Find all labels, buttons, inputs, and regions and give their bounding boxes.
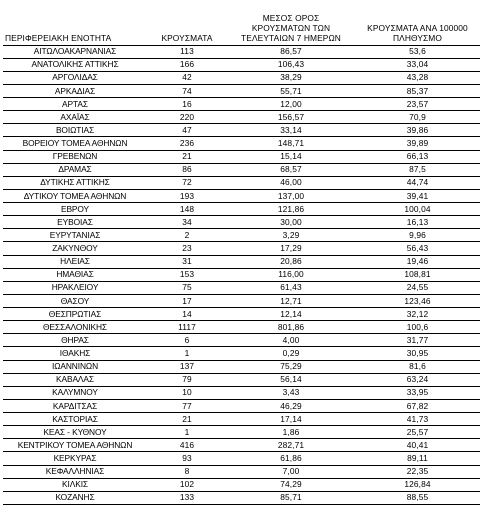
table-row <box>3 71 480 84</box>
cell-cases: 1117 <box>147 321 227 334</box>
cell-per100k: 39,86 <box>355 124 480 137</box>
cell-cases: 34 <box>147 216 227 229</box>
table-row <box>3 150 480 163</box>
cell-avg7: 46,00 <box>227 176 355 189</box>
cell-region: ΘΗΡΑΣ <box>3 334 147 347</box>
table-row <box>3 216 480 229</box>
cell-region: ΑΝΑΤΟΛΙΚΗΣ ΑΤΤΙΚΗΣ <box>3 58 147 71</box>
cell-region: ΖΑΚΥΝΘΟΥ <box>3 242 147 255</box>
table-row <box>3 347 480 360</box>
cell-region: ΙΘΑΚΗΣ <box>3 347 147 360</box>
cell-avg7: 12,00 <box>227 98 355 111</box>
cell-cases: 193 <box>147 189 227 202</box>
cell-region: ΗΡΑΚΛΕΙΟΥ <box>3 281 147 294</box>
cell-avg7: 17,14 <box>227 413 355 426</box>
cell-cases: 8 <box>147 465 227 478</box>
cell-avg7: 61,43 <box>227 281 355 294</box>
table-row <box>3 478 480 491</box>
table-row <box>3 426 480 439</box>
cell-region: ΑΙΤΩΛΟΑΚΑΡΝΑΝΙΑΣ <box>3 45 147 58</box>
table-row <box>3 124 480 137</box>
table-row <box>3 281 480 294</box>
cell-avg7: 38,29 <box>227 71 355 84</box>
header-per100k-line2: ΠΛΗΘΥΣΜΟ <box>393 33 442 44</box>
table-row <box>3 321 480 334</box>
cell-region: ΔΡΑΜΑΣ <box>3 163 147 176</box>
table-row <box>3 111 480 124</box>
table-row <box>3 294 480 307</box>
header-per100k-line1: ΚΡΟΥΣΜΑΤΑ ΑΝΑ 100000 <box>367 23 468 34</box>
table-body <box>3 45 480 504</box>
cell-per100k: 43,28 <box>355 71 480 84</box>
header-avg7-line2: ΚΡΟΥΣΜΑΤΩΝ ΤΩΝ <box>251 23 331 34</box>
cell-avg7: 282,71 <box>227 439 355 452</box>
cell-region: ΘΑΣΟΥ <box>3 294 147 307</box>
table-row <box>3 242 480 255</box>
cell-region: ΒΟΡΕΙΟΥ ΤΟΜΕΑ ΑΘΗΝΩΝ <box>3 137 147 150</box>
table-row <box>3 84 480 97</box>
cell-region: ΗΛΕΙΑΣ <box>3 255 147 268</box>
table-row <box>3 189 480 202</box>
cell-avg7: 46,29 <box>227 399 355 412</box>
cell-region: ΕΒΡΟΥ <box>3 203 147 216</box>
cell-region: ΓΡΕΒΕΝΩΝ <box>3 150 147 163</box>
cell-per100k: 108,81 <box>355 268 480 281</box>
header-cases <box>147 13 227 45</box>
cell-per100k: 41,73 <box>355 413 480 426</box>
cell-per100k: 123,46 <box>355 294 480 307</box>
cell-per100k: 56,43 <box>355 242 480 255</box>
cell-per100k: 40,41 <box>355 439 480 452</box>
cell-avg7: 15,14 <box>227 150 355 163</box>
cell-per100k: 9,96 <box>355 229 480 242</box>
table-row <box>3 255 480 268</box>
cell-avg7: 106,43 <box>227 58 355 71</box>
cell-cases: 1 <box>147 426 227 439</box>
cell-per100k: 39,89 <box>355 137 480 150</box>
table-row <box>3 439 480 452</box>
table-row <box>3 268 480 281</box>
cell-avg7: 86,57 <box>227 45 355 58</box>
cell-avg7: 1,86 <box>227 426 355 439</box>
cell-avg7: 17,29 <box>227 242 355 255</box>
cell-avg7: 156,57 <box>227 111 355 124</box>
cell-region: ΔΥΤΙΚΟΥ ΤΟΜΕΑ ΑΘΗΝΩΝ <box>3 189 147 202</box>
cell-cases: 21 <box>147 413 227 426</box>
cell-avg7: 20,86 <box>227 255 355 268</box>
cell-region: ΚΟΖΑΝΗΣ <box>3 491 147 504</box>
table-row <box>3 45 480 58</box>
header-per100k <box>355 13 480 45</box>
cell-cases: 31 <box>147 255 227 268</box>
cell-cases: 47 <box>147 124 227 137</box>
cases-table <box>3 13 480 505</box>
cell-avg7: 12,14 <box>227 308 355 321</box>
cell-avg7: 137,00 <box>227 189 355 202</box>
cell-cases: 72 <box>147 176 227 189</box>
cell-cases: 75 <box>147 281 227 294</box>
header-region-label: ΠΕΡΙΦΕΡΕΙΑΚΗ ΕΝΟΤΗΤΑ <box>5 33 112 44</box>
cell-per100k: 126,84 <box>355 478 480 491</box>
cell-region: ΚΑΣΤΟΡΙΑΣ <box>3 413 147 426</box>
header-avg7 <box>227 13 355 45</box>
cell-per100k: 39,41 <box>355 189 480 202</box>
cell-cases: 148 <box>147 203 227 216</box>
cell-cases: 14 <box>147 308 227 321</box>
table-row <box>3 308 480 321</box>
cell-region: ΑΡΓΟΛΙΔΑΣ <box>3 71 147 84</box>
cell-per100k: 16,13 <box>355 216 480 229</box>
cell-avg7: 121,86 <box>227 203 355 216</box>
table-row <box>3 334 480 347</box>
cell-cases: 16 <box>147 98 227 111</box>
cell-per100k: 85,37 <box>355 84 480 97</box>
cell-region: ΑΡΚΑΔΙΑΣ <box>3 84 147 97</box>
cell-per100k: 81,6 <box>355 360 480 373</box>
cell-avg7: 148,71 <box>227 137 355 150</box>
cell-per100k: 19,46 <box>355 255 480 268</box>
cell-per100k: 66,13 <box>355 150 480 163</box>
cell-cases: 79 <box>147 373 227 386</box>
cell-cases: 2 <box>147 229 227 242</box>
cell-cases: 10 <box>147 386 227 399</box>
table-row <box>3 452 480 465</box>
table-row <box>3 386 480 399</box>
cell-avg7: 75,29 <box>227 360 355 373</box>
cell-avg7: 7,00 <box>227 465 355 478</box>
cell-avg7: 4,00 <box>227 334 355 347</box>
table-row <box>3 360 480 373</box>
cell-cases: 1 <box>147 347 227 360</box>
table-row <box>3 491 480 504</box>
cell-region: ΔΥΤΙΚΗΣ ΑΤΤΙΚΗΣ <box>3 176 147 189</box>
cell-cases: 6 <box>147 334 227 347</box>
cell-avg7: 74,29 <box>227 478 355 491</box>
cell-per100k: 53,6 <box>355 45 480 58</box>
cell-region: ΗΜΑΘΙΑΣ <box>3 268 147 281</box>
cell-region: ΒΟΙΩΤΙΑΣ <box>3 124 147 137</box>
header-row <box>3 13 480 45</box>
cell-cases: 93 <box>147 452 227 465</box>
cell-cases: 86 <box>147 163 227 176</box>
cell-per100k: 63,24 <box>355 373 480 386</box>
cell-region: ΕΥΡΥΤΑΝΙΑΣ <box>3 229 147 242</box>
cell-region: ΕΥΒΟΙΑΣ <box>3 216 147 229</box>
cell-cases: 17 <box>147 294 227 307</box>
cell-per100k: 30,95 <box>355 347 480 360</box>
table-header <box>3 13 480 45</box>
table-row <box>3 58 480 71</box>
cell-per100k: 70,9 <box>355 111 480 124</box>
table-row <box>3 137 480 150</box>
table-row <box>3 163 480 176</box>
table-row <box>3 203 480 216</box>
header-region <box>3 13 147 45</box>
cell-per100k: 88,55 <box>355 491 480 504</box>
cell-cases: 77 <box>147 399 227 412</box>
cell-avg7: 85,71 <box>227 491 355 504</box>
cell-avg7: 61,86 <box>227 452 355 465</box>
cell-cases: 416 <box>147 439 227 452</box>
cell-avg7: 3,29 <box>227 229 355 242</box>
cell-region: ΘΕΣΣΑΛΟΝΙΚΗΣ <box>3 321 147 334</box>
cell-per100k: 32,12 <box>355 308 480 321</box>
cell-per100k: 33,04 <box>355 58 480 71</box>
cell-per100k: 89,11 <box>355 452 480 465</box>
cell-avg7: 3,43 <box>227 386 355 399</box>
cell-cases: 133 <box>147 491 227 504</box>
cell-cases: 21 <box>147 150 227 163</box>
header-avg7-line1: ΜΕΣΟΣ ΟΡΟΣ <box>262 13 320 23</box>
cell-region: ΚΕΑΣ - ΚΥΘΝΟΥ <box>3 426 147 439</box>
cell-per100k: 87,5 <box>355 163 480 176</box>
cell-region: ΑΧΑΪΑΣ <box>3 111 147 124</box>
table-row <box>3 373 480 386</box>
cell-per100k: 25,57 <box>355 426 480 439</box>
cell-cases: 153 <box>147 268 227 281</box>
cell-per100k: 24,55 <box>355 281 480 294</box>
cell-region: ΚΙΛΚΙΣ <box>3 478 147 491</box>
cell-avg7: 12,71 <box>227 294 355 307</box>
cell-avg7: 68,57 <box>227 163 355 176</box>
cell-cases: 113 <box>147 45 227 58</box>
cell-per100k: 100,6 <box>355 321 480 334</box>
cell-avg7: 801,86 <box>227 321 355 334</box>
cell-region: ΘΕΣΠΡΩΤΙΑΣ <box>3 308 147 321</box>
cell-avg7: 0,29 <box>227 347 355 360</box>
cell-cases: 102 <box>147 478 227 491</box>
cell-cases: 23 <box>147 242 227 255</box>
cell-cases: 236 <box>147 137 227 150</box>
cell-cases: 220 <box>147 111 227 124</box>
cell-avg7: 33,14 <box>227 124 355 137</box>
table-row <box>3 229 480 242</box>
header-cases-label: ΚΡΟΥΣΜΑΤΑ <box>161 33 213 44</box>
cell-cases: 74 <box>147 84 227 97</box>
cell-region: ΚΑΛΥΜΝΟΥ <box>3 386 147 399</box>
cell-cases: 137 <box>147 360 227 373</box>
cell-region: ΚΕΝΤΡΙΚΟΥ ΤΟΜΕΑ ΑΘΗΝΩΝ <box>3 439 147 452</box>
cell-region: ΑΡΤΑΣ <box>3 98 147 111</box>
cell-region: ΚΕΡΚΥΡΑΣ <box>3 452 147 465</box>
cell-region: ΚΑΡΔΙΤΣΑΣ <box>3 399 147 412</box>
cell-avg7: 56,14 <box>227 373 355 386</box>
table-row <box>3 176 480 189</box>
table-row <box>3 98 480 111</box>
cell-avg7: 55,71 <box>227 84 355 97</box>
cell-region: ΚΕΦΑΛΛΗΝΙΑΣ <box>3 465 147 478</box>
table-row <box>3 465 480 478</box>
header-avg7-line3: ΤΕΛΕΥΤΑΙΩΝ 7 ΗΜΕΡΩΝ <box>241 33 341 44</box>
cell-per100k: 23,57 <box>355 98 480 111</box>
cell-per100k: 67,82 <box>355 399 480 412</box>
cell-avg7: 116,00 <box>227 268 355 281</box>
cell-per100k: 22,35 <box>355 465 480 478</box>
cell-region: ΙΩΑΝΝΙΝΩΝ <box>3 360 147 373</box>
cell-per100k: 33,95 <box>355 386 480 399</box>
cell-cases: 42 <box>147 71 227 84</box>
table-row <box>3 413 480 426</box>
cell-region: ΚΑΒΑΛΑΣ <box>3 373 147 386</box>
cell-per100k: 31,77 <box>355 334 480 347</box>
cell-avg7: 30,00 <box>227 216 355 229</box>
cell-cases: 166 <box>147 58 227 71</box>
table-row <box>3 399 480 412</box>
cell-per100k: 100,04 <box>355 203 480 216</box>
cell-per100k: 44,74 <box>355 176 480 189</box>
